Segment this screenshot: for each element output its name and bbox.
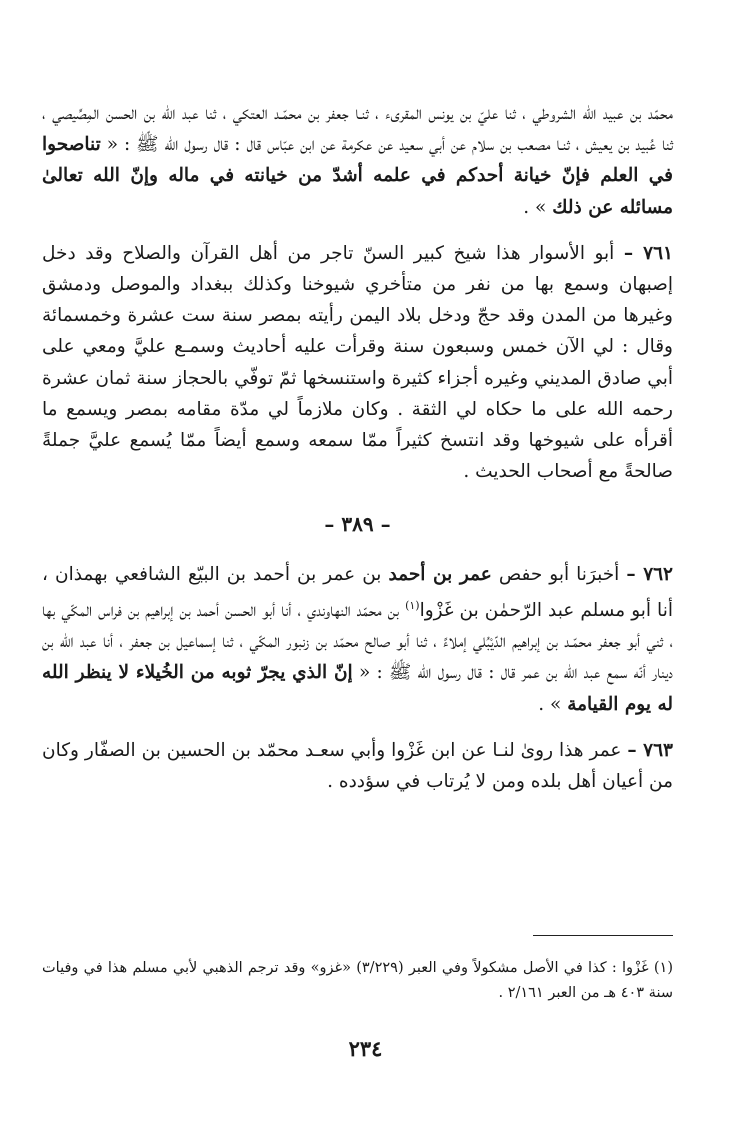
section-separator: – ٣٨٩ – — [324, 512, 391, 537]
entry-name: عمر بن أحمد — [388, 563, 492, 585]
entry-number: ٧٦١ – — [623, 242, 673, 264]
footnote-divider — [533, 935, 673, 936]
entry-text: بن عمر بن أحمد بن البيّع الشافعي بهمذان ، أنا أبو مسلم عبد الرّحمٰن بن غَزْوا — [42, 563, 673, 621]
footnote-reference[interactable]: (١) — [405, 598, 420, 612]
entry-number: ٧٦٣ – — [627, 739, 673, 761]
entry-763 — [42, 735, 673, 797]
hadith-text: تناصحوا في العلم فإنّ خيانة أحدكم في علمه أشدّ من خيانته في ماله وإنّ الله تعالىٰ مسائله عن ذلك — [42, 134, 673, 218]
isnad-text: محمّد بن عبيد الله الشروطي ، ثنا عليّ بن يونس المقرىء ، ثنـا جعفر بن محمّـد العتكي ، ثنا عبد الله بن الحسن المِصِّيصي ، ثنا عُبيد بن يعيش ، ثنـا مصعب بن سلام عن أبي سعيد عن عكرمة عن ابن عبّاس قال : قال رسول الله ﷺ : « — [42, 103, 674, 156]
hadith-text: إنّ الذي يجرّ ثوبه من الخُيلاء لا ينظر الله له يوم القيامة — [42, 662, 673, 715]
entry-text: بن محمّد النهاوندي ، أنا أبو الحسن أحمد بن إبراهيم بن فراس المكّي بها ، ثني أبو جعفر محمّـد بن إبراهيم الدّيْبُلي إملاءً ، ثنا أبو صالح محمّد بن زنبور المكّي ، ثنا إسماعيل بن جعفر ، أنا عبد الله بن دينار أنّه سمع عبد الله بن عمر قال : قال رسول الله ﷺ : « — [42, 600, 673, 684]
page-number: ٢٣٤ — [348, 1036, 383, 1061]
main-text — [42, 98, 673, 797]
entry-762 — [42, 559, 673, 720]
quote-close: » . — [523, 196, 547, 218]
quote-close: » . — [538, 693, 562, 715]
entry-text: عمر هذا روىٰ لنـا عن ابن غَزْوا وأبي سعـد محمّد بن الحسين بن الصفّار وكان من أعيان أهل بلده ومن لا يُرتاب في سؤدده . — [42, 739, 673, 793]
footnote: (١) غَزْوا : كذا في الأصل مشكولاً وفي العبر (٣/٢٢٩) «غزو» وقد ترجم الذهبي لأبي مسلم هذا في وفيات سنة ٤٠٣ هـ من العبر ٢/١٦١ . — [42, 960, 673, 1001]
entry-text: أبو الأسوار هذا شيخ كبير السنّ تاجر من أهل القرآن والصلاح وقد دخل إصبهان وسمع بها من نفر من متأخري شيوخنا وكذلك ببغداد والموصل ودمشق وغيرها من المدن وقد حجّ ودخل بلاد اليمن رأيته بمصر سنة ست عشرة وخمسمائة وقال : لي الآن خمس وسبعون سنة وقرأت عليه أحاديث وسمـع عليَّ ومعي على أبي صادق المديني وغيره أجزاء كثيرة واستنسخها ثمّ توفّي بالحجاز سنة ثمان عشرة رحمه الله على ما حكاه لي الثقة . وكان ملازماً لي مدّة مقامه بمصر ويسمع ما أقرأه على شيوخها وقد انتسخ كثيراً ممّا سمعه وسمع أيضاً ممّا يُسمع عليَّ جملةً صالحةً مع أصحاب الحديث . — [42, 242, 673, 483]
paragraph-isnad-continued — [42, 98, 673, 223]
entry-number: ٧٦٢ – — [626, 563, 673, 585]
entry-761 — [42, 238, 673, 488]
entry-text: أخبرَنا أبو حفص — [498, 563, 620, 585]
